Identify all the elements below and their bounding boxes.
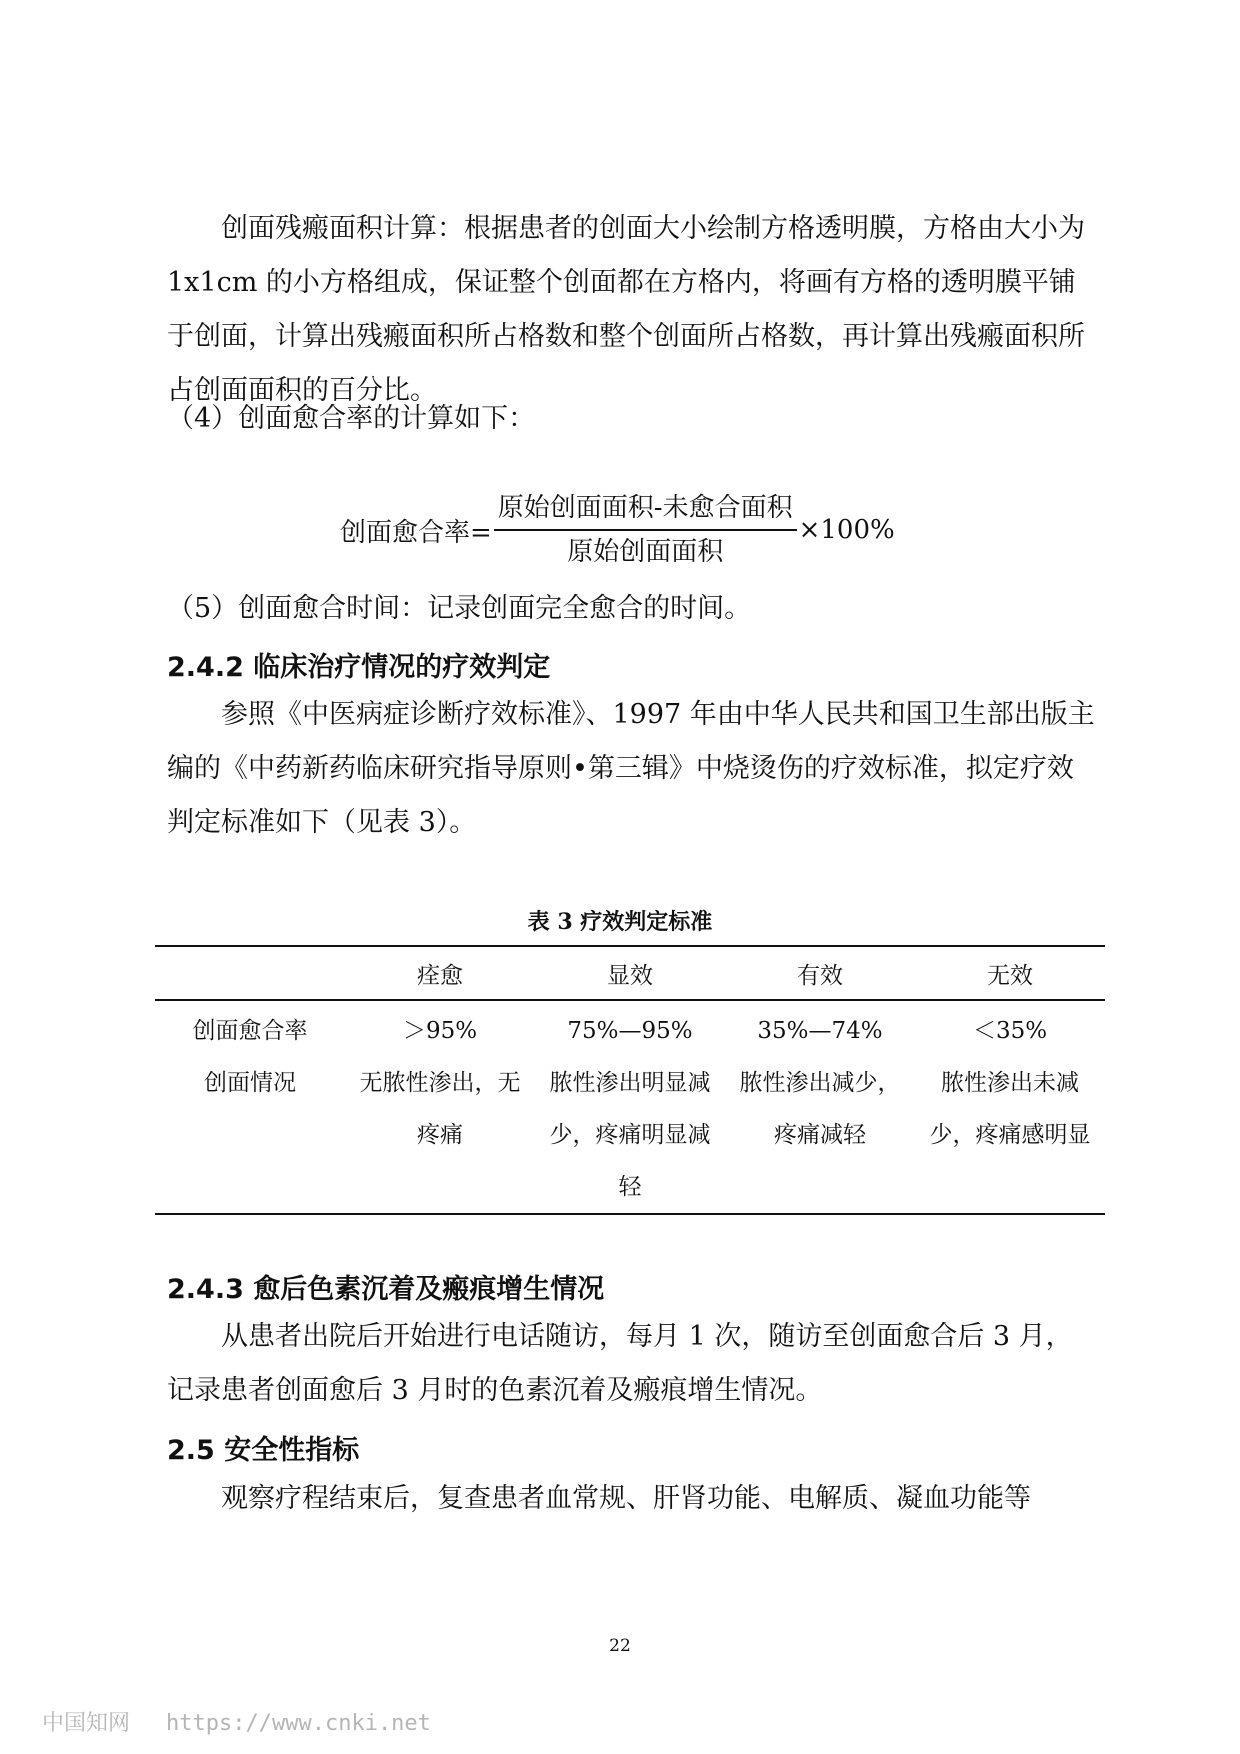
table-cell: 脓性渗出减少，疼痛减轻 [725, 1057, 915, 1214]
paragraph-healing-rate-intro: （4）创面愈合率的计算如下： [167, 403, 536, 434]
cnki-watermark [42, 1706, 467, 1737]
paragraph-healing-time: （5）创面愈合时间：记录创面完全愈合的时间。 [167, 593, 752, 624]
table-cell: ＜35% [972, 1018, 1048, 1044]
table-cell: 创面愈合率 [192, 1018, 308, 1044]
table-cell: ＞95% [402, 1018, 478, 1044]
paragraph-residual-scar-area: 创面残瘢面积计算：根据患者的创面大小绘制方格透明膜，方格由大小为 1x1cm 的小方格组成，保证整个创面都在方格内，将画有方格的透明膜平铺于创面，计算出残瘢面积所占格数和整个创面所占格数，再计算出残瘢面积所占创面面积的百分比。 [167, 213, 1085, 406]
formula-multiplier: ×100% [798, 515, 895, 545]
table-header-cell: 无效 [915, 946, 1105, 1000]
table-header-cell: 有效 [725, 946, 915, 1000]
healing-rate-formula [340, 490, 895, 570]
table-cell: 无脓性渗出，无疼痛 [345, 1057, 535, 1214]
heading-2-4-2: 2.4.2 临床治疗情况的疗效判定 [167, 652, 551, 683]
paragraph-efficacy-standard: 参照《中医病症诊断疗效标准》、1997 年由中华人民共和国卫生部出版主编的《中药新药临床研究指导原则•第三辑》中烧烫伤的疗效标准，拟定疗效判定标准如下（见表 3）。 [167, 699, 1095, 838]
table-cell: 75%—95% [567, 1018, 693, 1044]
formula-fraction [494, 491, 797, 569]
paragraph-follow-up: 从患者出院后开始进行电话随访，每月 1 次，随访至创面愈合后 3 月，记录患者创面愈后 3 月时的色素沉着及瘢痕增生情况。 [167, 1321, 1073, 1406]
table-cell: 创面情况 [155, 1057, 345, 1214]
table-header-row [155, 946, 1105, 1000]
table-header-cell: 痊愈 [345, 946, 535, 1000]
table-cell: 35%—74% [757, 1018, 883, 1044]
efficacy-table [155, 945, 1105, 1215]
formula-lhs: 创面愈合率= [340, 517, 492, 548]
heading-2-4-3: 2.4.3 愈后色素沉着及瘢痕增生情况 [167, 1274, 605, 1305]
table-header-cell: 显效 [535, 946, 725, 1000]
page-number: 22 [609, 1636, 631, 1656]
table-row [155, 1000, 1105, 1057]
watermark-site-name: 中国知网 [42, 1711, 131, 1736]
formula-numerator: 原始创面面积-未愈合面积 [494, 491, 797, 531]
table-cell: 脓性渗出明显减少，疼痛明显减轻 [535, 1057, 725, 1214]
table-caption: 表 3 疗效判定标准 [527, 909, 713, 935]
watermark-url: https://www.cnki.net [166, 1711, 431, 1736]
table-header-cell [155, 946, 345, 1000]
paragraph-safety-indicators: 观察疗程结束后，复查患者血常规、肝肾功能、电解质、凝血功能等 [221, 1483, 1031, 1514]
heading-2-5: 2.5 安全性指标 [167, 1435, 360, 1466]
table-row [155, 1057, 1105, 1214]
formula-denominator: 原始创面面积 [567, 537, 724, 567]
table-cell: 脓性渗出未减少，疼痛感明显 [915, 1057, 1105, 1214]
